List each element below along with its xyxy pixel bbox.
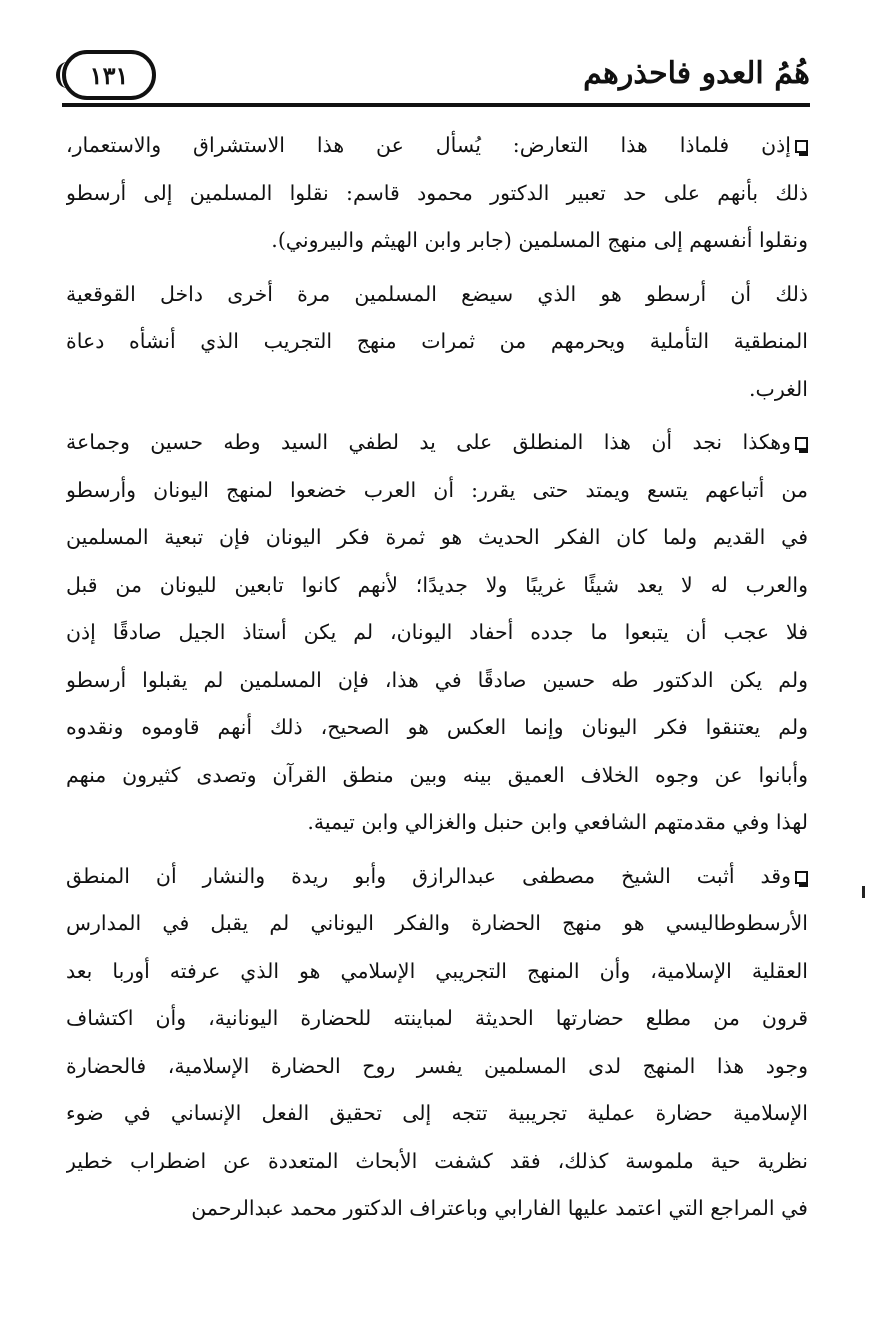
line-text: الغرب. xyxy=(749,376,808,401)
paragraph-marker-icon xyxy=(795,140,808,153)
line-text: من أتباعهم يتسع ويمتد حتى يقرر: أن العرب خضعوا لمنهج اليونان وأرسطو xyxy=(66,477,808,502)
running-title: هُمُ العدو فاحذرهم xyxy=(583,56,810,91)
text-line xyxy=(66,271,808,319)
line-text: ولم يعتنقوا فكر اليونان وإنما العكس هو الصحيح، ذلك أنهم قاوموه ونقدوه xyxy=(66,715,808,739)
text-line xyxy=(66,217,808,265)
text-line xyxy=(66,657,808,705)
line-text: وجود هذا المنهج لدى المسلمين يفسر روح الحضارة الإسلامية، فالحضارة xyxy=(66,1053,808,1078)
line-text: فلا عجب أن يتبعوا ما جدده أحفاد اليونان، لم يكن أستاذ الجيل صادقًا إذن xyxy=(66,620,808,644)
header-rule xyxy=(62,103,810,107)
page-header xyxy=(62,44,810,106)
page-number-badge xyxy=(62,50,156,100)
text-line xyxy=(66,609,808,657)
line-text: الأرسطوطاليسي هو منهج الحضارة والفكر اليوناني لم يقبل في المدارس xyxy=(66,911,808,935)
text-line xyxy=(66,467,808,515)
line-text: إذن فلماذا هذا التعارض: يُسأل عن هذا الاستشراق والاستعمار، xyxy=(66,133,791,157)
line-text: ذلك بأنهم على حد تعبير الدكتور محمود قاسم: نقلوا المسلمين إلى أرسطو xyxy=(66,180,808,205)
line-text: وأبانوا عن وجوه الخلاف العميق بينه وبين منطق القرآن وتصدى كثيرون منهم xyxy=(66,762,808,787)
paragraph-marker-icon xyxy=(795,437,808,450)
text-line xyxy=(66,900,808,948)
text-line xyxy=(66,799,808,847)
page-number: ١٣١ xyxy=(89,60,129,90)
text-line xyxy=(66,366,808,414)
text-line xyxy=(66,1090,808,1138)
text-line xyxy=(66,562,808,610)
line-text: نظرية حية ملموسة كذلك، فقد كشفت الأبحاث المتعددة عن اضطراب خطير xyxy=(66,1148,808,1173)
line-text: والعرب له لا يعد شيئًا غريبًا ولا جديدًا؛ لأنهم كانوا تابعين لليونان من قبل xyxy=(66,572,808,597)
text-line xyxy=(66,995,808,1043)
text-line xyxy=(66,853,808,901)
body-text xyxy=(66,122,808,1239)
paragraph-marker-icon xyxy=(795,871,808,884)
text-line xyxy=(66,1185,808,1233)
text-line xyxy=(66,318,808,366)
line-text: المنطقية التأملية ويحرمهم من ثمرات منهج التجريب الذي أنشأه دعاة xyxy=(66,329,808,353)
text-line xyxy=(66,1138,808,1186)
text-line xyxy=(66,752,808,800)
line-text: في القديم ولما كان الفكر الحديث هو ثمرة فكر اليونان فإن تبعية المسلمين xyxy=(66,525,808,549)
line-text: وهكذا نجد أن هذا المنطلق على يد لطفي السيد وطه حسين وجماعة xyxy=(66,430,791,454)
text-line xyxy=(66,948,808,996)
text-line xyxy=(66,704,808,752)
line-text: ونقلوا أنفسهم إلى منهج المسلمين (جابر وابن الهيثم والبيروني). xyxy=(271,228,808,252)
text-line xyxy=(66,170,808,218)
paragraph xyxy=(66,853,808,1233)
line-text: ذلك أن أرسطو هو الذي سيضع المسلمين مرة أخرى داخل القوقعية xyxy=(66,281,808,306)
text-line xyxy=(66,514,808,562)
text-line xyxy=(66,1043,808,1091)
line-text: الإسلامية حضارة عملية تجريبية تتجه إلى تحقيق الفعل الإنساني في ضوء xyxy=(66,1101,808,1125)
line-text: وقد أثبت الشيخ مصطفى عبدالرازق وأبو ريدة والنشار أن المنطق xyxy=(66,863,791,888)
line-text: لهذا وفي مقدمتهم الشافعي وابن حنبل والغزالي وابن تيمية. xyxy=(307,810,808,834)
paragraph xyxy=(66,419,808,847)
text-line xyxy=(66,419,808,467)
paragraph xyxy=(66,271,808,414)
line-text: العقلية الإسلامية، وأن المنهج التجريبي الإسلامي هو الذي عرفته أوربا بعد xyxy=(66,958,808,983)
line-text: ولم يكن الدكتور طه حسين صادقًا في هذا، فإن المسلمين لم يقبلوا أرسطو xyxy=(66,667,808,692)
line-text: في المراجع التي اعتمد عليها الفارابي وباعتراف الدكتور محمد عبدالرحمن xyxy=(191,1196,808,1220)
line-text: قرون من مطلع حضارتها الحديثة لمباينته للحضارة اليونانية، وأن اكتشاف xyxy=(66,1006,808,1030)
paragraph xyxy=(66,122,808,265)
margin-mark xyxy=(862,886,865,898)
text-line xyxy=(66,122,808,170)
